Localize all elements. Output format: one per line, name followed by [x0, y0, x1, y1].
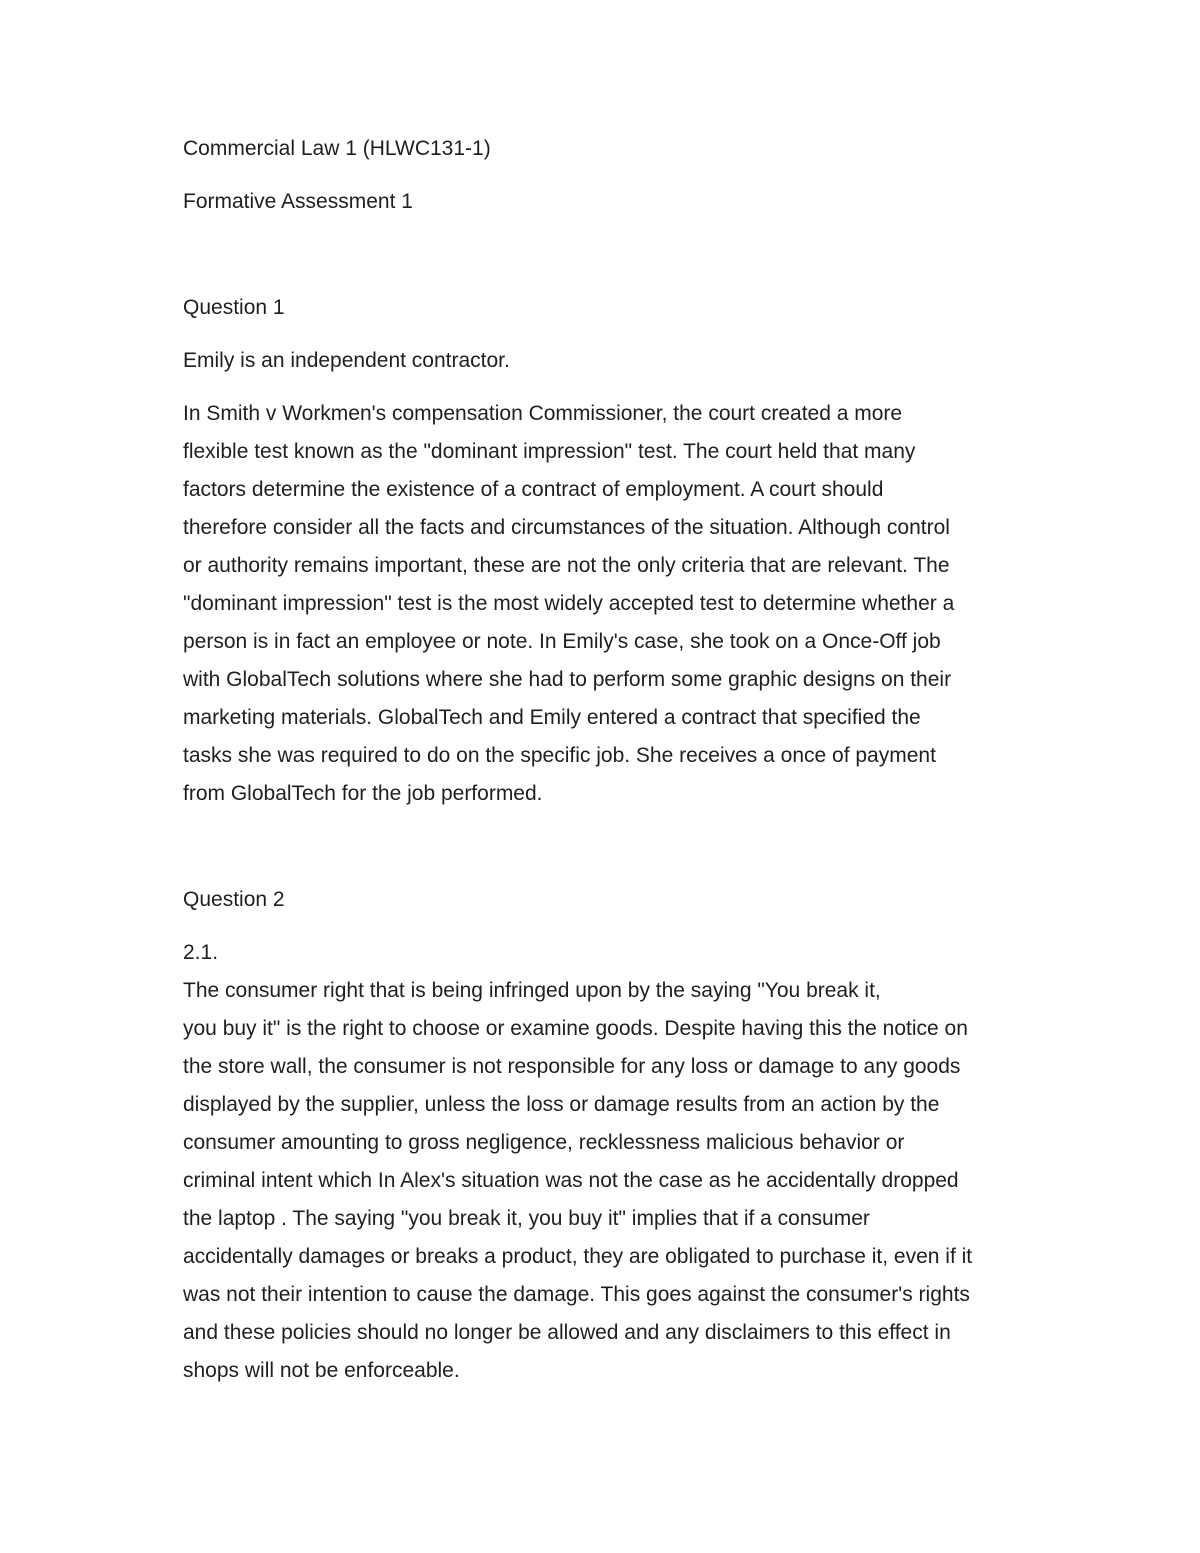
paragraph-line: marketing materials. GlobalTech and Emily entered a contract that specified the: [183, 706, 921, 729]
paragraph-line: or authority remains important, these are not the only criteria that are relevant. The: [183, 554, 950, 577]
paragraph-line: the laptop . The saying "you break it, you buy it" implies that if a consumer: [183, 1207, 870, 1230]
question-1-answer: Emily is an independent contractor.: [183, 349, 510, 372]
paragraph-line: consumer amounting to gross negligence, recklessness malicious behavior or: [183, 1131, 905, 1154]
paragraph-line: therefore consider all the facts and circumstances of the situation. Although control: [183, 516, 950, 539]
list-item-first-line: [183, 934, 1033, 1010]
spacer: [183, 274, 1033, 289]
question-2-paragraph: [183, 934, 1033, 1390]
spacer: [183, 327, 1033, 342]
paragraph-line: In Smith v Workmen's compensation Commissioner, the court created a more: [183, 402, 903, 425]
paragraph-line: factors determine the existence of a contract of employment. A court should: [183, 478, 884, 501]
paragraph-line: "dominant impression" test is the most widely accepted test to determine whether a: [183, 592, 955, 615]
paragraph-line: was not their intention to cause the damage. This goes against the consumer's rights: [183, 1283, 970, 1306]
paragraph-line: and these policies should no longer be allowed and any disclaimers to this effect in: [183, 1321, 951, 1344]
spacer: [183, 919, 1033, 934]
paragraph-line: the store wall, the consumer is not responsible for any loss or damage to any goods: [183, 1055, 961, 1078]
paragraph-line: shops will not be enforceable.: [183, 1359, 460, 1382]
paragraph-line: flexible test known as the "dominant impression" test. The court held that many: [183, 440, 916, 463]
document-body: [183, 130, 1033, 1390]
spacer: [183, 380, 1033, 395]
paragraph-line: accidentally damages or breaks a product, they are obligated to purchase it, even if it: [183, 1245, 973, 1268]
paragraph-line: tasks she was required to do on the specific job. She receives a once of payment: [183, 744, 936, 767]
spacer: [183, 813, 1033, 866]
spacer: [183, 168, 1033, 183]
question-2-heading: Question 2: [183, 888, 285, 911]
question-1-paragraph: [183, 395, 1033, 813]
paragraph-line: from GlobalTech for the job performed.: [183, 782, 543, 805]
paragraph-line: you buy it" is the right to choose or examine goods. Despite having this the notice on: [183, 1017, 968, 1040]
paragraph-line: criminal intent which In Alex's situation was not the case as he accidentally dropped: [183, 1169, 959, 1192]
paragraph-line: displayed by the supplier, unless the loss or damage results from an action by the: [183, 1093, 940, 1116]
spacer: [183, 221, 1033, 274]
question-1-heading: Question 1: [183, 296, 285, 319]
assessment-title: Formative Assessment 1: [183, 190, 413, 213]
paragraph-line: with GlobalTech solutions where she had to perform some graphic designs on their: [183, 668, 952, 691]
paragraph-line: person is in fact an employee or note. In Emily's case, she took on a Once-Off job: [183, 630, 941, 653]
course-title: Commercial Law 1 (HLWC131-1): [183, 137, 491, 160]
spacer: [183, 866, 1033, 881]
list-item-text: The consumer right that is being infringed upon by the saying "You break it,: [183, 979, 881, 1002]
list-item-number: 2.1.: [183, 941, 219, 964]
